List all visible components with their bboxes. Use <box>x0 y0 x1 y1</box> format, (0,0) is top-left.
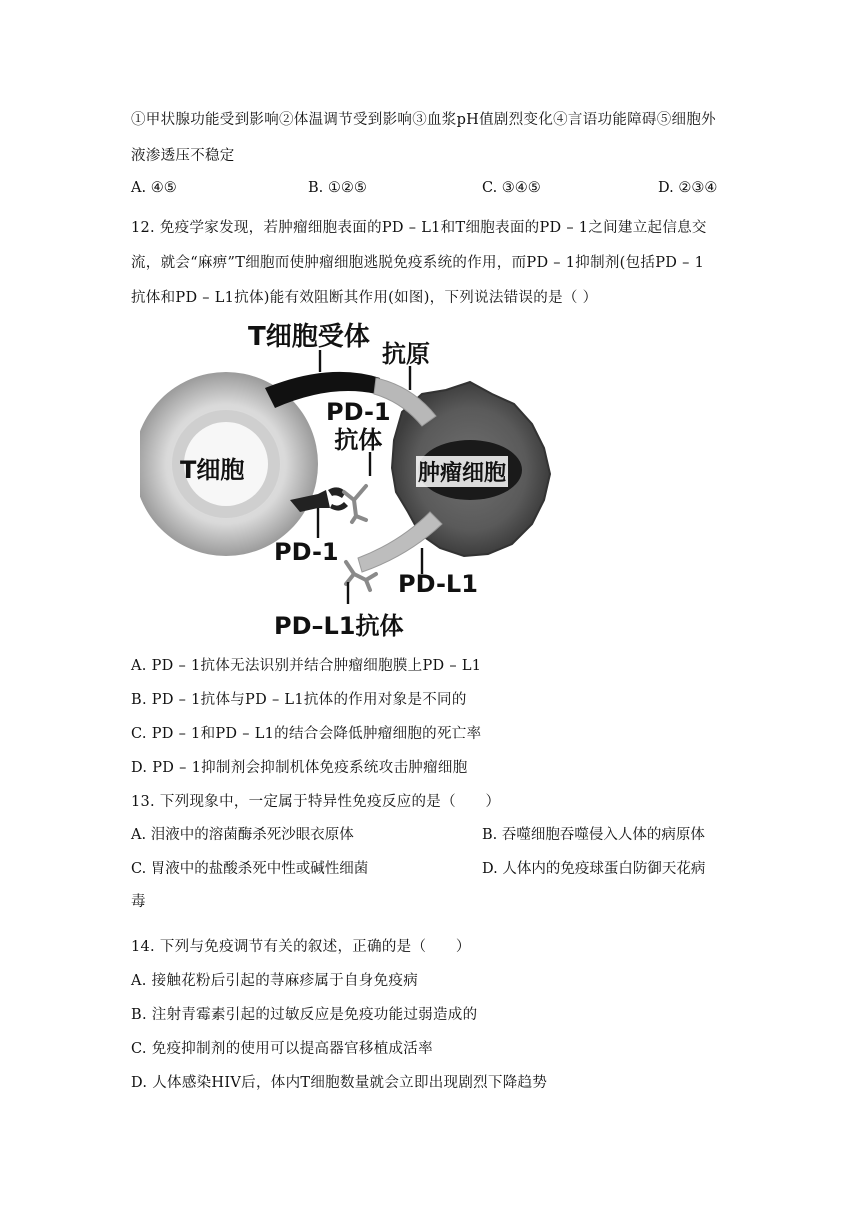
pdl1-antibody-label: PD–L1抗体 <box>274 612 404 640</box>
q11-stem-line2: 液渗透压不稳定 <box>131 148 235 164</box>
q12-option-a: A. PD – 1抗体无法识别并结合肿瘤细胞膜上PD – L1 <box>131 658 482 674</box>
pd1-figure <box>140 312 560 642</box>
q14-option-d: D. 人体感染HIV后，体内T细胞数量就会立即出现剧烈下降趋势 <box>131 1075 548 1091</box>
q12-stem-line2: 流，就会“麻痹”T细胞而使肿瘤细胞逃脱免疫系统的作用，而PD – 1抑制剂(包括PD – 1 <box>131 255 705 271</box>
q14-stem: 14. 下列与免疫调节有关的叙述，正确的是（ ） <box>131 939 471 955</box>
q13-option-d: D. 人体内的免疫球蛋白防御天花病 <box>482 861 706 877</box>
q11-option-c: C. ③④⑤ <box>482 180 541 196</box>
q12-stem-line3: 抗体和PD – L1抗体)能有效阻断其作用(如图)，下列说法错误的是（ ） <box>131 290 598 306</box>
q12-option-d: D. PD – 1抑制剂会抑制机体免疫系统攻击肿瘤细胞 <box>131 760 468 776</box>
t-cell-label: T细胞 <box>180 456 245 484</box>
antigen-label: 抗原 <box>382 340 430 368</box>
q12-option-b: B. PD – 1抗体与PD – L1抗体的作用对象是不同的 <box>131 692 467 708</box>
q14-option-c: C. 免疫抑制剂的使用可以提高器官移植成活率 <box>131 1041 433 1057</box>
pd1-antibody-label <box>326 398 391 454</box>
pd1-antibody-shape <box>344 486 366 522</box>
q13-option-c: C. 胃液中的盐酸杀死中性或碱性细菌 <box>131 861 369 877</box>
pd1-antibody-label-line1: PD-1 <box>326 398 391 426</box>
q13-stem: 13. 下列现象中，一定属于特异性免疫反应的是（ ） <box>131 794 501 810</box>
q11-option-b: B. ①②⑤ <box>308 180 367 196</box>
q14-option-b: B. 注射青霉素引起的过敏反应是免疫功能过弱造成的 <box>131 1007 478 1023</box>
q12-option-c: C. PD – 1和PD – L1的结合会降低肿瘤细胞的死亡率 <box>131 726 482 742</box>
q14-option-a: A. 接触花粉后引起的荨麻疹属于自身免疫病 <box>131 973 418 989</box>
q11-stem-line1: ①甲状腺功能受到影响②体温调节受到影响③血浆pH值剧烈变化④言语功能障碍⑤细胞外 <box>131 112 716 128</box>
pdl1-shape <box>358 512 442 572</box>
q13-option-a: A. 泪液中的溶菌酶杀死沙眼衣原体 <box>131 827 354 843</box>
q13-option-d-continued: 毒 <box>131 894 146 910</box>
q12-stem-line1: 12. 免疫学家发现，若肿瘤细胞表面的PD – L1和T细胞表面的PD – 1之间建立起信息交 <box>131 220 707 236</box>
tumor-cell-label: 肿瘤细胞 <box>416 456 508 487</box>
pdl1-label: PD-L1 <box>398 570 478 598</box>
t-cell-receptor-label: T细胞受体 <box>248 322 370 352</box>
pd1-label: PD-1 <box>274 538 339 566</box>
pd1-antibody-label-line2: 抗体 <box>334 426 383 454</box>
q13-option-b: B. 吞噬细胞吞噬侵入人体的病原体 <box>482 827 705 843</box>
q11-option-d: D. ②③④ <box>658 180 718 196</box>
q11-option-a: A. ④⑤ <box>131 180 177 196</box>
